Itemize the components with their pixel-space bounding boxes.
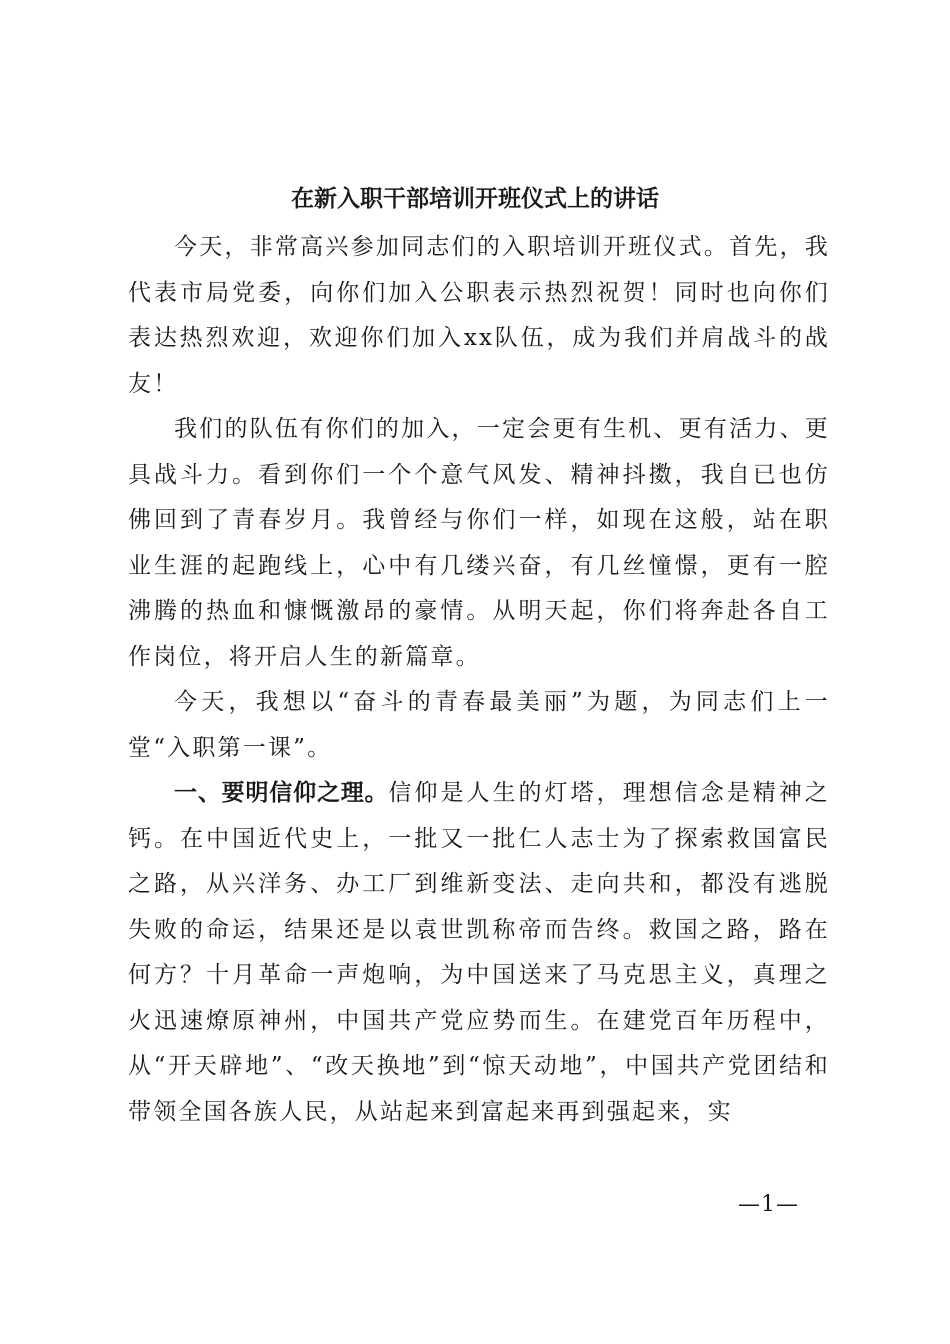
paragraph-1: 今天，非常高兴参加同志们的入职培训开班仪式。首先，我代表市局党委，向你们加入公职表示热烈祝贺！同时也向你们表达热烈欢迎，欢迎你们加入xx队伍，成为我们并肩战斗的战友！ [128, 234, 830, 397]
section-1-text: 信仰是人生的灯塔，理想信念是精神之钙。在中国近代史上，一批又一批仁人志士为了探索救国富民之路，从兴洋务、办工厂到维新变法、走向共和，都没有逃脱失败的命运，结果还是以袁世凯称帝而告终。救国之路，路在何方？十月革命一声炮响，为中国送来了马克思主义，真理之火迅速燎原神州，中国共产党应势而生。在建党百年历程中，从“开天辟地”、“改天换地”到“惊天动地”，中国共产党团结和带领全国各族人民，从站起来到富起来再到强起来，实 [128, 780, 831, 1125]
document-body [128, 225, 830, 1135]
page-number: —1— [738, 1192, 799, 1217]
section-1-paragraph [128, 771, 830, 1135]
paragraph-3: 今天，我想以“奋斗的青春最美丽”为题，为同志们上一堂“入职第一课”。 [128, 689, 830, 761]
paragraph-2: 我们的队伍有你们的加入，一定会更有生机、更有活力、更具战斗力。看到你们一个个意气风发、精神抖擞，我自已也仿佛回到了青春岁月。我曾经与你们一样，如现在这般，站在职业生涯的起跑线上，心中有几缕兴奋，有几丝憧憬，更有一腔沸腾的热血和慷慨激昂的豪情。从明天起，你们将奔赴各自工作岗位，将开启人生的新篇章。 [128, 416, 830, 670]
document-title: 在新入职干部培训开班仪式上的讲话 [291, 185, 659, 212]
section-1-heading: 一、要明信仰之理。 [174, 780, 389, 806]
